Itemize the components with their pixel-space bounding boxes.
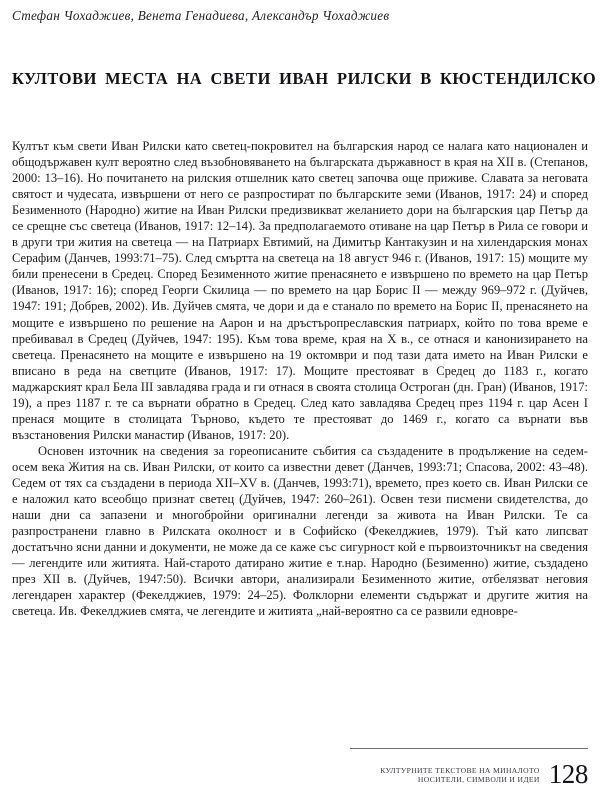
- footer-divider: [350, 748, 588, 749]
- paragraph: Култът към свети Иван Рилски като светец-покровител на българския народ се налага като национален и общодържавен култ вероятно след възобновяването на българската държавност в края на XII в. (Степанов, 2000: 13–16). Но почитането на рилския отшелник като светец започва още приживе. Славата за неговата святост и чудесата, извършени от него се разпростират по българските земи (Иванов, 1917: 24) и според Безименното (Народно) житие на Иван Рилски предизвикват желанието дори на българския цар Петър да се срещне със светеца (Иванов, 1917: 12–14). За предполагаемото отиване на цар Петър в Рила се говори и в други три жития на светеца — на Патриарх Евтимий, на Димитър Кантакузин и на хилендарския монах Серафим (Данчев, 1993:71–75). След смъртта на светеца на 18 август 946 г. (Иванов, 1917: 15) мощите му били пренесени в Средец. Според Безименното житие пренасянето е извършено по времето на цар Петър (Иванов, 1917: 16); според Георги Скилица — по времето на цар Борис II — между 969–972 г. (Дуйчев, 1947: 191; Добрев, 2002). Ив. Дуйчев смята, че дори и да е станало по времето на Борис II, пренасянето на мощите е извършено по решение на Аарон и на дръстъропреславския патриарх, който по това време е пребивавал в Средец (Дуйчев, 1947: 195). Към това време, края на X в., се отнася и канонизирането на светеца. Пренасянето на мощите е извършено на 19 октомври и под тази дата името на Иван Рилски е вписано в реда на светците (Иванов, 1917: 17). Мощите престояват в Средец до 1183 г., когато маджарският крал Бела III завладява града и ги отнася в своята столица Остроган (дн. Гран) (Иванов, 1917: 19), а през 1187 г. те са върнати обратно в Средец. След като завладява Средец през 1194 г. цар Асен I пренася мощите в столицата Търново, където те престояват до 1469 г., когато са върнати във възстановения Рилски манастир (Иванов, 1917: 20).: [12, 139, 588, 442]
- footer-content: [380, 761, 588, 788]
- article-title: КУЛТОВИ МЕСТА НА СВЕТИ ИВАН РИЛСКИ В КЮСТЕНДИЛСКО: [12, 68, 597, 88]
- page-number: 128: [548, 759, 588, 789]
- running-authors-line: Стефан Чохаджиев, Венета Генадиева, Александър Чохаджиев: [12, 8, 390, 23]
- body-text-column: [12, 138, 588, 619]
- footer-title-line-1: КУЛТУРНИТЕ ТЕКСТОВЕ НА МИНАЛОТО: [380, 765, 540, 775]
- footer-book-title: [380, 766, 539, 788]
- paragraph: Основен източник на сведения за гореописаните събития са създадените в продължение на седем-осем века Жития на св. Иван Рилски, от които са известни девет (Данчев, 1993:71; Спасова, 2002: 43–48). Седем от тях са създадени в периода XII–XV в. (Данчев, 1993:71), времето, през което св. Иван Рилски се е наложил като всеобщо признат светец (Дуйчев, 1947: 260–261). Освен тези писмени свидетелства, до наши дни са запазени и многобройни оригинални легенди за живота на Иван Рилски. Те са разпространени главно в Рилската околност и в Софийско (Фекелджиев, 1979). Тъй като липсват достатъчно ясни данни и документи, не може да се каже със сигурност кой е първоизточникът на сведения — легендите или житията. Най-старото датирано житие е т.нар. Народно (Безименно) житие, създадено през XII в. (Дуйчев, 1947:50). Всички автори, анализирали Безименното житие, отбелязват неговия легендарен характер (Фекелджиев, 1979: 24–25). Фолклорни елементи съдържат и другите жития на светеца. Ив. Фекелджиев смята, че легендите и житията „най-вероятно са се развили едновре-: [12, 443, 588, 619]
- page-footer: [12, 748, 588, 788]
- footer-title-line-2: НОСИТЕЛИ, СИМВОЛИ И ИДЕИ: [417, 775, 540, 785]
